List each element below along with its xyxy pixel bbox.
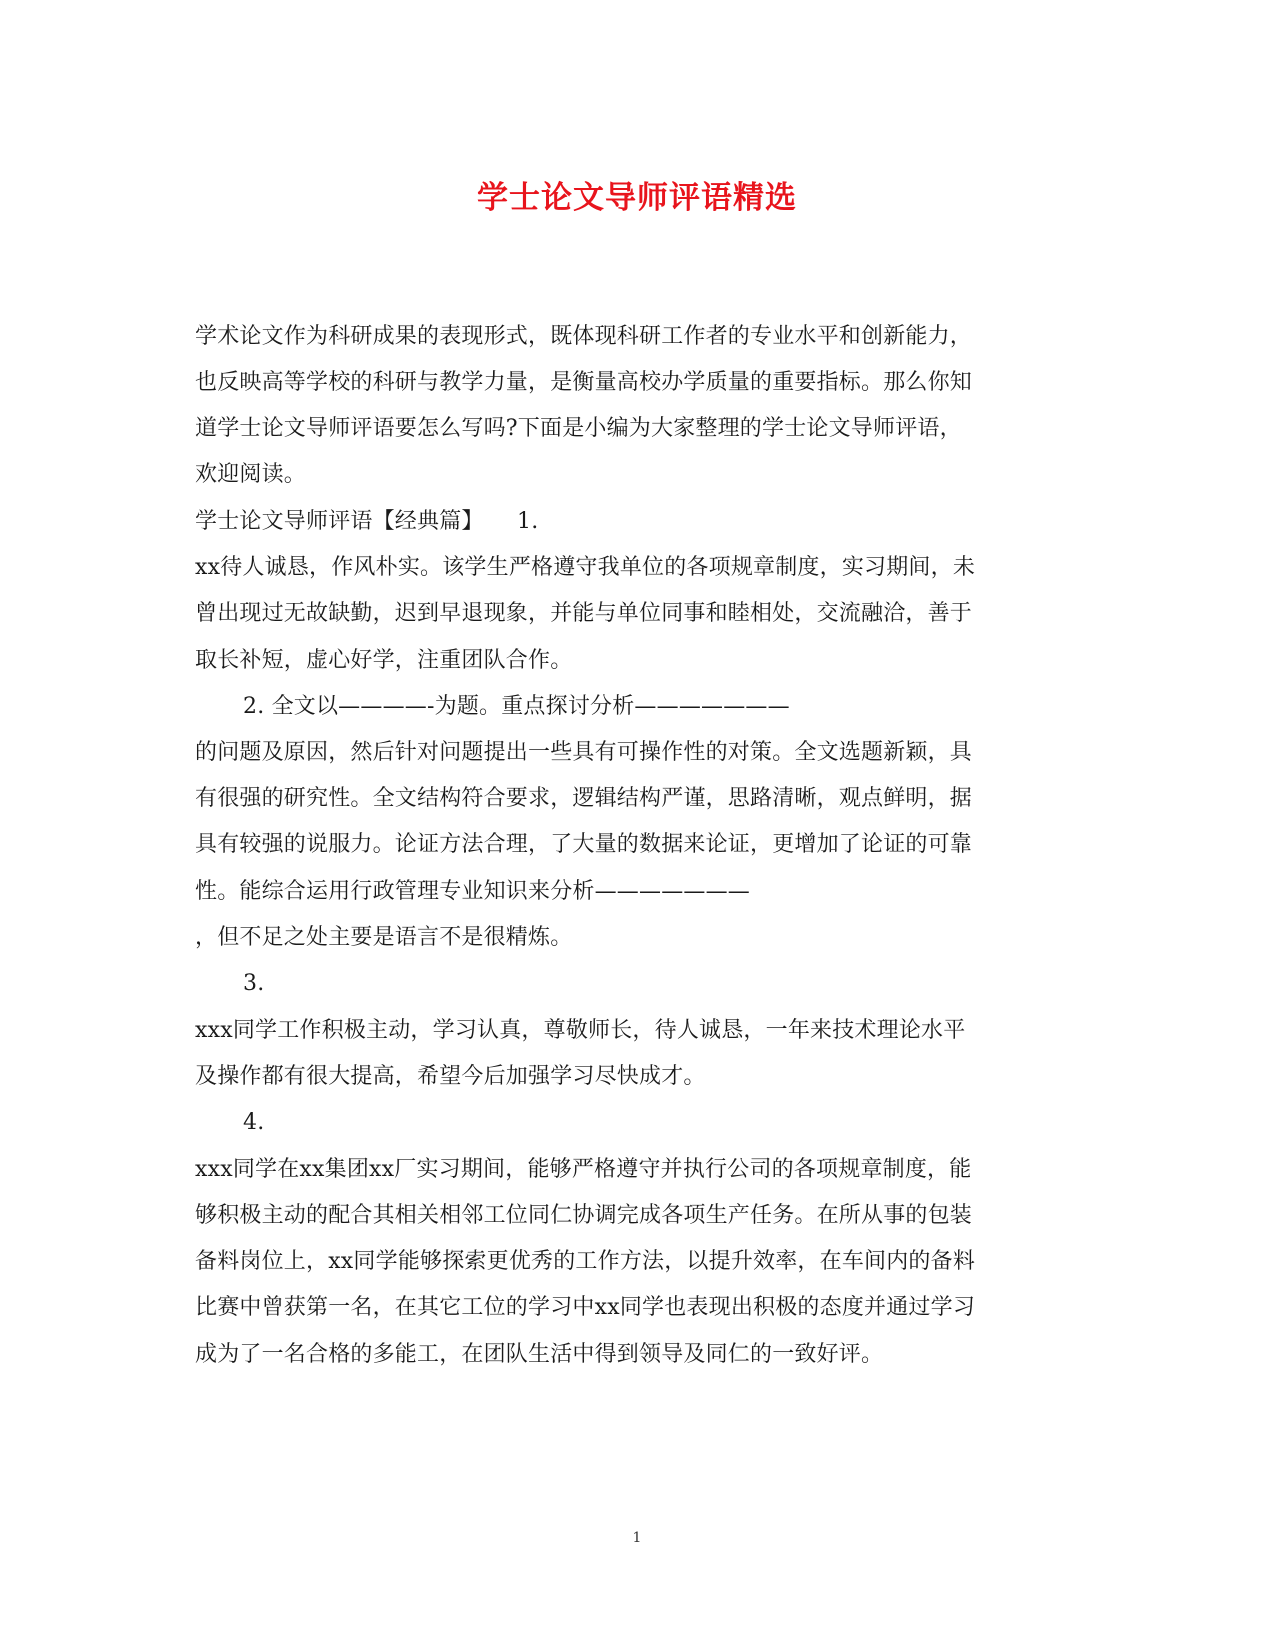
body-line: 够积极主动的配合其相关相邻工位同仁协调完成各项生产任务。在所从事的包装 (195, 1203, 973, 1228)
body-line: xxx同学在xx集团xx厂实习期间，能够严格遵守并执行公司的各项规章制度，能 (195, 1157, 972, 1182)
body-line: 道学士论文导师评语要怎么写吗?下面是小编为大家整理的学士论文导师评语， (195, 416, 962, 441)
body-line: 的问题及原因，然后针对问题提出一些具有可操作性的对策。全文选题新颖，具 (195, 740, 973, 765)
body-line: 具有较强的说服力。论证方法合理，了大量的数据来论证，更增加了论证的可靠 (195, 832, 973, 857)
body-line: 比赛中曾获第一名，在其它工位的学习中xx同学也表现出积极的态度并通过学习 (195, 1295, 976, 1320)
body-line: 曾出现过无故缺勤，迟到早退现象，并能与单位同事和睦相处，交流融洽，善于 (195, 601, 973, 626)
item-number: 4. (243, 1110, 265, 1135)
body-line: 取长补短，虚心好学，注重团队合作。 (195, 648, 573, 673)
page-number: 1 (632, 1530, 642, 1546)
document-title: 学士论文导师评语精选 (477, 180, 797, 216)
body-line: 也反映高等学校的科研与教学力量，是衡量高校办学质量的重要指标。那么你知 (195, 370, 973, 395)
body-line: 有很强的研究性。全文结构符合要求，逻辑结构严谨，思路清晰，观点鲜明，据 (195, 786, 973, 811)
body-line: 性。能综合运用行政管理专业知识来分析——————— (195, 879, 751, 904)
body-line: ，但不足之处主要是语言不是很精炼。 (195, 925, 573, 950)
body-line: 备料岗位上，xx同学能够探索更优秀的工作方法，以提升效率，在车间内的备料 (195, 1249, 976, 1274)
item-number: 3. (243, 971, 265, 996)
body-line: xxx同学工作积极主动，学习认真，尊敬师长，待人诚恳，一年来技术理论水平 (195, 1018, 966, 1043)
body-line: 成为了一名合格的多能工，在团队生活中得到领导及同仁的一致好评。 (195, 1342, 884, 1367)
body-line: 学术论文作为科研成果的表现形式，既体现科研工作者的专业水平和创新能力， (195, 324, 973, 349)
body-line: 欢迎阅读。 (195, 462, 307, 487)
section-heading: 学士论文导师评语【经典篇】 1. (195, 509, 539, 534)
body-line: xx待人诚恳，作风朴实。该学生严格遵守我单位的各项规章制度，实习期间，未 (195, 555, 976, 580)
item-number-line: 2. 全文以————-为题。重点探讨分析——————— (243, 694, 790, 719)
body-line: 及操作都有很大提高，希望今后加强学习尽快成才。 (195, 1064, 706, 1089)
